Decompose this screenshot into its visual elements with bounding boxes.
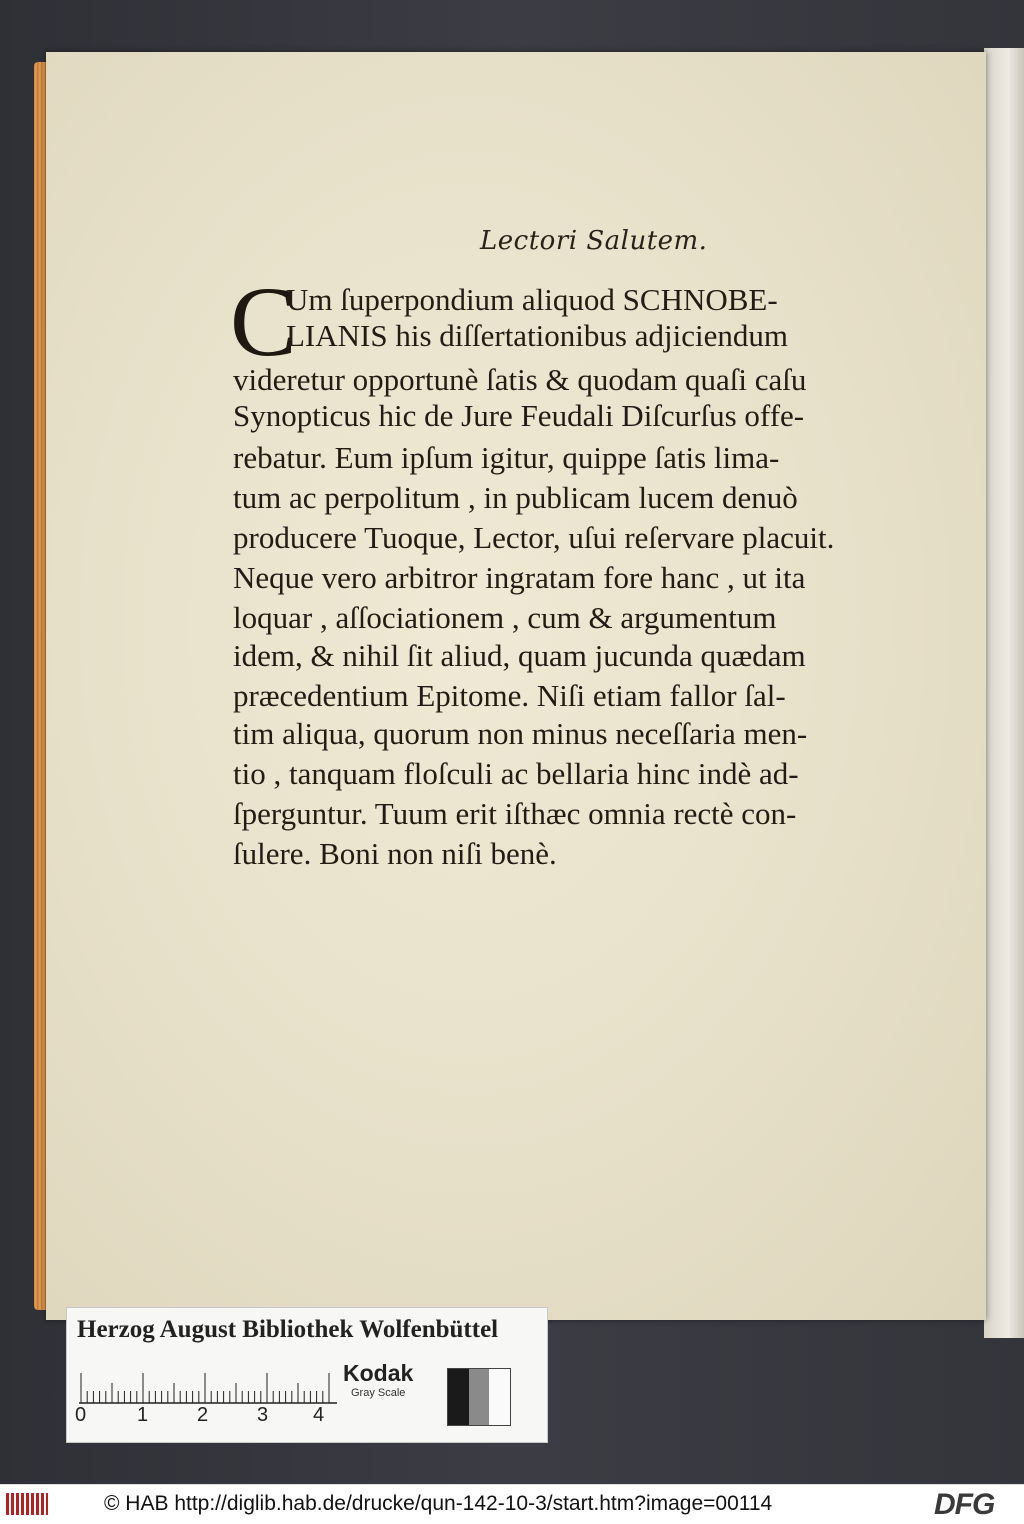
text-line: ſulere. Boni non niſi benè. bbox=[233, 836, 557, 871]
text-line: loquar , aſſociationem , cum & argumentum bbox=[233, 600, 777, 635]
text-line: tum ac perpolitum , in publicam lucem denuò bbox=[233, 480, 798, 515]
page-heading: Lectori Salutem. bbox=[480, 226, 708, 256]
ruler-number: 4 bbox=[313, 1404, 325, 1426]
text-line: tim aliqua, quorum non minus neceſſaria men- bbox=[233, 716, 808, 751]
swatch-black bbox=[448, 1369, 469, 1425]
text-line: Synopticus hic de Jure Feudali Diſcurſus offe- bbox=[233, 398, 805, 433]
text-line: præcedentium Epitome. Niſi etiam fallor ſal- bbox=[233, 678, 786, 713]
ruler-number: 0 bbox=[75, 1404, 87, 1426]
text-line: tio , tanquam floſculi ac bellaria hinc indè ad- bbox=[233, 756, 799, 791]
ruler-scale bbox=[79, 1370, 337, 1404]
text-line: LIANIS his diſſertationibus adjiciendum bbox=[286, 318, 788, 353]
text-line: producere Tuoque, Lector, uſui reſervare placuit. bbox=[233, 520, 835, 555]
kodak-logo: Kodak bbox=[343, 1360, 414, 1386]
gray-scale-caption: Gray Scale bbox=[351, 1387, 406, 1399]
adjacent-page-edge bbox=[984, 48, 1024, 1338]
library-scale-label bbox=[66, 1307, 548, 1443]
ruler-number: 1 bbox=[137, 1404, 149, 1426]
text-line: rebatur. Eum ipſum igitur, quippe ſatis lima- bbox=[233, 440, 780, 475]
swatch-gray bbox=[469, 1369, 490, 1425]
text-line: videretur opportunè ſatis & quodam quaſi caſu bbox=[233, 362, 807, 397]
swatch-white bbox=[489, 1369, 510, 1425]
text-line: ſperguntur. Tuum erit iſthæc omnia rectè con- bbox=[233, 796, 797, 831]
ruler-number: 3 bbox=[257, 1404, 269, 1426]
text-line: Um ſuperpondium aliquod SCHNOBE- bbox=[286, 282, 778, 317]
footer-credit[interactable]: © HAB http://diglib.hab.de/drucke/qun-142-10-3/start.htm?image=00114 bbox=[104, 1492, 773, 1515]
dfg-logo: DFG bbox=[934, 1488, 995, 1521]
footer-bar bbox=[0, 1484, 1024, 1524]
text-line: Neque vero arbitror ingratam fore hanc , ut ita bbox=[233, 560, 806, 595]
gray-scale-swatches bbox=[447, 1368, 511, 1426]
drop-cap: C bbox=[230, 266, 297, 377]
ruler-number: 2 bbox=[197, 1404, 209, 1426]
text-line: idem, & nihil ſit aliud, quam jucunda quædam bbox=[233, 638, 806, 673]
barcode-icon bbox=[6, 1493, 48, 1515]
institution-name: Herzog August Bibliothek Wolfenbüttel bbox=[77, 1316, 499, 1343]
